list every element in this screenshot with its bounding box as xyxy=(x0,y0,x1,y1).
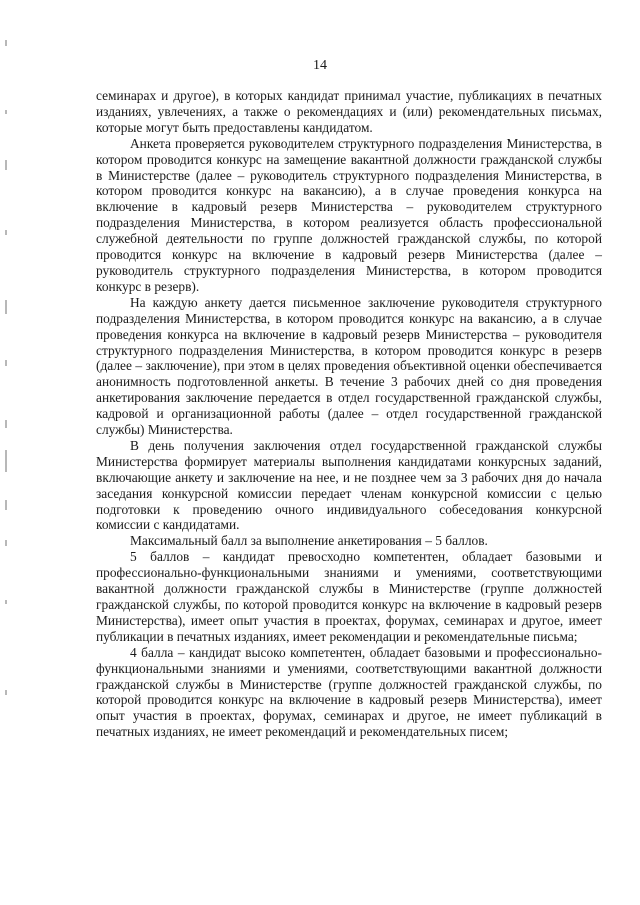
paragraph: Максимальный балл за выполнение анкетирования – 5 баллов. xyxy=(130,533,488,549)
page-number: 14 xyxy=(313,58,327,73)
paragraph: 5 баллов – кандидат превосходно компетентен, обладает базовыми и профессионально-функциональными знаниями и умениями, соответствующими вакантной должности гражданской службы в Министерстве (группе должностей гражданской службы, по которой проводится конкурс на включение в кадровый резерв Министерства), имеет опыт участия в проектах, форумах, семинарах и другое, имеет публикации в печатных изданиях, имеет рекомендации и рекомендательные письма; xyxy=(96,549,602,644)
scan-margin-marks xyxy=(4,0,10,905)
paragraph: Анкета проверяется руководителем структурного подразделения Министерства, в котором проводится конкурс на замещение вакантной должности гражданской службы в Министерстве (далее – руководитель структурного подразделения Министерства, в котором проводится конкурс на вакансию), а в случае проведения конкурса на включение в кадровый резерв Министерства – руководителем структурного подразделения Министерства, в котором реализуется область профессиональной служебной деятельности по группе должностей гражданской службы, по которой проводится конкурс на включение в кадровый резерв Министерства (далее – руководитель структурного подразделения Министерства, в котором проводится конкурс в резерв). xyxy=(96,135,602,294)
paragraph: 4 балла – кандидат высоко компетентен, обладает базовыми и профессионально-функциональными знаниями и умениями, соответствующими вакантной должности гражданской службы в Министерстве (группе должностей гражданской службы, по которой проводится конкурс на включение в кадровый резерв Министерства), имеет опыт участия в проектах, форумах, семинарах и другое, не имеет публикаций в печатных изданиях, не имеет рекомендаций и рекомендательных писем; xyxy=(96,644,602,740)
paragraph: В день получения заключения отдел государственной гражданской службы Министерства формирует материалы выполнения кандидатами конкурсных заданий, включающие анкету и заключение на нее, и не позднее чем за 3 рабочих дня до начала заседания конкурсной комиссии передает членам конкурсной комиссии с целью подготовки к проведению очного индивидуального собеседования конкурсной комиссии с кандидатами. xyxy=(96,437,602,533)
paragraph: семинарах и другое), в которых кандидат принимал участие, публикациях в печатных изданиях, увлечениях, а также о рекомендациях и (или) рекомендательных письмах, которые могут быть предоставлены кандидатом. xyxy=(96,88,602,135)
document-body xyxy=(96,88,602,740)
paragraph: На каждую анкету дается письменное заключение руководителя структурного подразделения Министерства, в котором проводится конкурс на вакансию, а в случае проведения конкурса на включение в кадровый резерв Министерства – руководителя структурного подразделения Министерства, в котором проводится конкурс в резерв (далее – заключение), при этом в целях проведения объективной оценки обеспечивается анонимность подготовленной анкеты. В течение 3 рабочих дней со дня проведения анкетирования заключение передается в отдел государственной гражданской службы, кадровой и организационной работы (далее – отдел государственной гражданской службы) Министерства. xyxy=(96,294,602,438)
